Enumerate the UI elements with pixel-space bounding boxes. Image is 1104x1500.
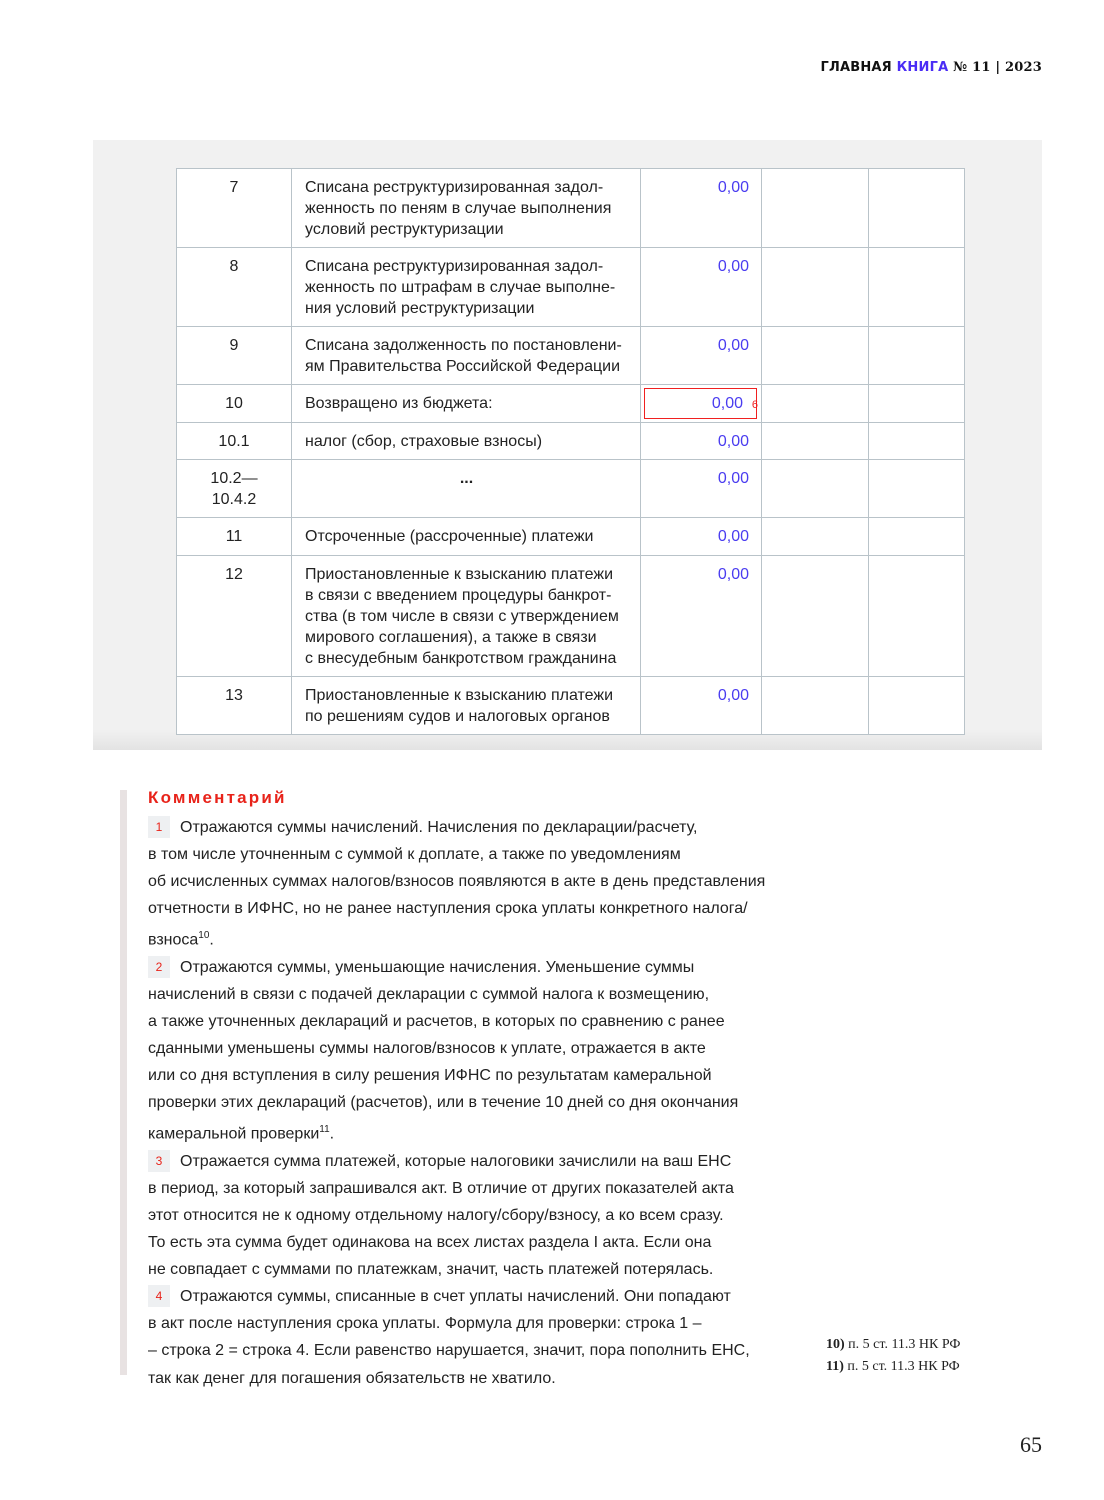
description-line: ... xyxy=(459,470,474,487)
description-line: в связи с введением процедуры банкрот- xyxy=(305,587,612,604)
comment-line: об исчисленных суммах налогов/взносов появляются в акте в день представления xyxy=(148,873,766,891)
comment-line: проверки этих деклараций (расчетов), или в течение 10 дней со дня окончания xyxy=(148,1094,739,1112)
row-value: 0,00 xyxy=(641,518,762,556)
empty-cell xyxy=(762,556,869,677)
description-line: Приостановленные к взысканию платежи xyxy=(305,566,614,583)
row-number: 8 xyxy=(177,248,292,327)
row-number: 9 xyxy=(177,327,292,385)
table-row xyxy=(177,327,965,385)
row-number: 10.1 xyxy=(177,423,292,460)
description-line: Списана реструктуризированная задол- xyxy=(305,179,604,196)
comment-line: То есть эта сумма будет одинакова на всех листах раздела I акта. Если она xyxy=(148,1234,712,1252)
comment-line: 3 Отражается сумма платежей, которые налоговики зачислили на ваш ЕНС xyxy=(148,1148,765,1175)
row-number: 10.2—10.4.2 xyxy=(177,460,292,518)
description-line: с внесудебным банкротством гражданина xyxy=(305,650,617,667)
row-value: 6 0,00 xyxy=(641,385,762,423)
row-description xyxy=(292,423,641,460)
description-line: условий реструктуризации xyxy=(305,221,504,238)
empty-cell xyxy=(869,423,965,460)
empty-cell xyxy=(869,677,965,735)
table-row xyxy=(177,385,965,423)
description-line: налог (сбор, страховые взносы) xyxy=(305,433,543,450)
comment-line: так как денег для погашения обязательств не хватило. xyxy=(148,1369,556,1387)
header-title: ГЛАВНАЯ xyxy=(820,60,892,75)
comment-number-badge: 1 xyxy=(148,816,170,838)
table-row xyxy=(177,518,965,556)
table-row xyxy=(177,556,965,677)
footnote-ref: 10 xyxy=(198,930,210,942)
highlight-box xyxy=(644,388,757,419)
row-description xyxy=(292,169,641,248)
table-row xyxy=(177,460,965,518)
row-value: 0,00 xyxy=(641,677,762,735)
table-row xyxy=(177,169,965,248)
empty-cell xyxy=(762,169,869,248)
comment-title: Комментарий xyxy=(148,788,287,807)
description-line: Приостановленные к взысканию платежи xyxy=(305,687,614,704)
row-description xyxy=(292,460,641,518)
empty-cell xyxy=(869,460,965,518)
row-value: 0,00 xyxy=(641,460,762,518)
empty-cell xyxy=(869,556,965,677)
comment-number-badge: 2 xyxy=(148,956,170,978)
empty-cell xyxy=(869,327,965,385)
footnote-ref: 11 xyxy=(319,1124,330,1136)
comment-line: а также уточненных деклараций и расчетов, в которых по сравнению с ранее xyxy=(148,1012,725,1030)
comment-line: отчетности в ИФНС, но не ранее наступления срока уплаты конкретного налога/ xyxy=(148,900,748,918)
comment-number-badge: 3 xyxy=(148,1150,170,1172)
empty-cell xyxy=(762,327,869,385)
row-number: 11 xyxy=(177,518,292,556)
comment-line: или со дня вступления в силу решения ИФНС по результатам камеральной xyxy=(148,1067,712,1085)
row-value: 0,00 xyxy=(641,248,762,327)
annotation-marker: 6 xyxy=(751,399,758,411)
comment-line: в акт после наступления срока уплаты. Формула для проверки: строка 1 – xyxy=(148,1315,702,1333)
comment-line: 4 Отражаются суммы, списанные в счет уплаты начислений. Они попадают xyxy=(148,1283,765,1310)
comment-line: камеральной проверки$^{11}$. xyxy=(148,1124,335,1143)
description-line: женность по штрафам в случае выполне- xyxy=(305,279,616,296)
magazine-header xyxy=(820,60,1042,75)
row-description xyxy=(292,518,641,556)
page-number: 65 xyxy=(1020,1432,1042,1457)
comment-number-badge: 4 xyxy=(148,1285,170,1307)
header-title-accent: КНИГА xyxy=(896,60,949,75)
table-row xyxy=(177,677,965,735)
table-row xyxy=(177,248,965,327)
row-number: 12 xyxy=(177,556,292,677)
row-value: 0,00 xyxy=(641,556,762,677)
empty-cell xyxy=(762,248,869,327)
description-line: мирового соглашения), а также в связи xyxy=(305,629,597,646)
description-line: ния условий реструктуризации xyxy=(305,300,535,317)
description-line: ства (в том числе в связи с утверждением xyxy=(305,608,619,625)
table-row xyxy=(177,423,965,460)
description-line: Отсроченные (рассроченные) платежи xyxy=(305,528,594,545)
row-number: 7 xyxy=(177,169,292,248)
row-description xyxy=(292,385,641,423)
row-description xyxy=(292,248,641,327)
comment-line: – строка 2 = строка 4. Если равенство нарушается, значит, пора пополнить ЕНС, xyxy=(148,1342,750,1360)
row-value: 0,00 xyxy=(641,423,762,460)
comment-line: сданными уменьшены суммы налогов/взносов к уплате, отражается в акте xyxy=(148,1040,706,1058)
empty-cell xyxy=(762,518,869,556)
header-issue: № 11 | 2023 xyxy=(953,60,1042,75)
empty-cell xyxy=(762,423,869,460)
comment-body xyxy=(148,814,765,1392)
comment-line: этот относится не к одному отдельному налогу/сбору/взносу, а ко всем сразу. xyxy=(148,1206,724,1224)
description-line: Списана задолженность по постановлени- xyxy=(305,337,622,354)
description-line: ям Правительства Российской Федерации xyxy=(305,358,621,375)
empty-cell xyxy=(762,460,869,518)
comment-line: в период, за который запрашивался акт. В отличие от других показателей акта xyxy=(148,1179,734,1197)
row-number: 13 xyxy=(177,677,292,735)
footnote: 10) п. 5 ст. 11.3 НК РФ xyxy=(826,1337,961,1352)
footnote: 11) п. 5 ст. 11.3 НК РФ xyxy=(826,1359,960,1374)
row-number: 10 xyxy=(177,385,292,423)
comment-sidebar-bar xyxy=(120,790,127,1375)
description-line: Списана реструктуризированная задол- xyxy=(305,258,604,275)
empty-cell xyxy=(762,385,869,423)
empty-cell xyxy=(869,169,965,248)
empty-cell xyxy=(762,677,869,735)
comment-line: 1 Отражаются суммы начислений. Начисления по декларации/расчету, xyxy=(148,814,765,841)
description-line: по решениям судов и налоговых органов xyxy=(305,708,610,725)
empty-cell xyxy=(869,248,965,327)
description-line: женность по пеням в случае выполнения xyxy=(305,200,612,217)
comment-line: 2 Отражаются суммы, уменьшающие начисления. Уменьшение суммы xyxy=(148,954,765,981)
row-value: 0,00 xyxy=(641,169,762,248)
comment-line: не совпадает с суммами по платежкам, значит, часть платежей потерялась. xyxy=(148,1261,714,1279)
empty-cell xyxy=(869,385,965,423)
description-line: Возвращено из бюджета: xyxy=(305,395,493,412)
comment-line: в том числе уточненным с суммой к доплате, а также по уведомлениям xyxy=(148,846,681,864)
comment-line: взноса$^{10}$. xyxy=(148,930,214,949)
row-description xyxy=(292,677,641,735)
row-value: 0,00 xyxy=(641,327,762,385)
empty-cell xyxy=(869,518,965,556)
row-description xyxy=(292,556,641,677)
row-description xyxy=(292,327,641,385)
comment-line: начислений в связи с подачей декларации с суммой налога к возмещению, xyxy=(148,985,710,1003)
report-table xyxy=(176,168,965,735)
